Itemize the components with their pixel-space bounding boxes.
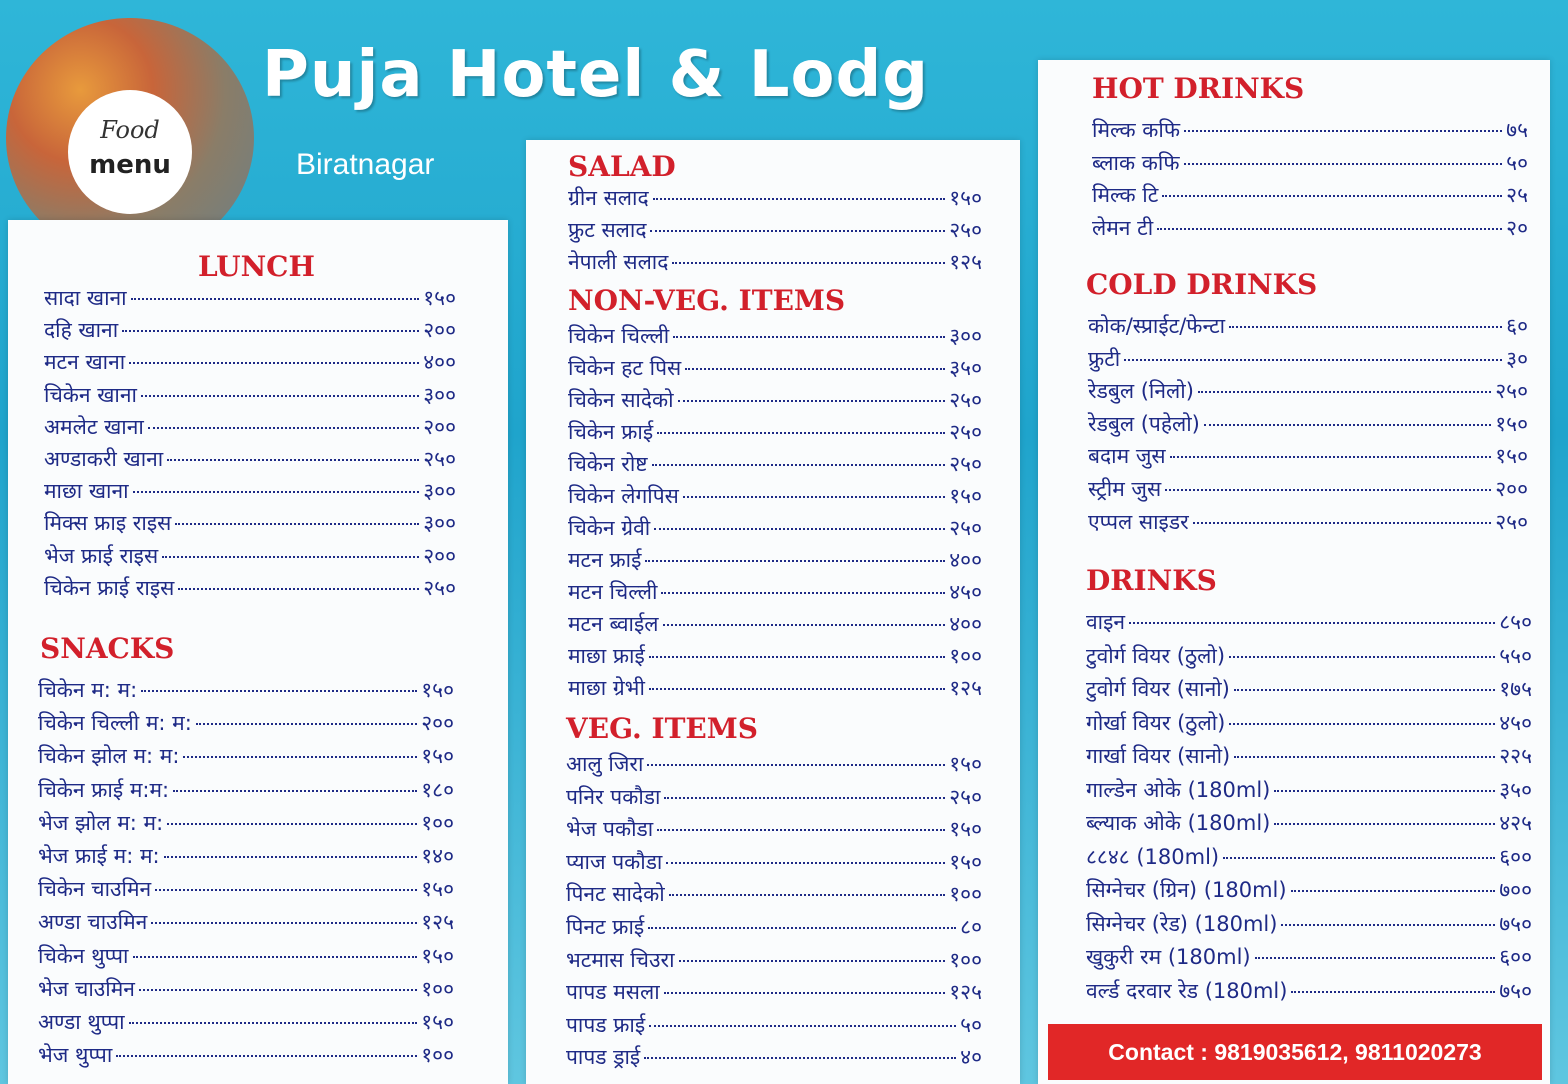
menu-item-name: स्ट्रीम जुस	[1088, 477, 1162, 501]
menu-item-price: ३००	[949, 324, 982, 348]
menu-item-price: १५०	[421, 744, 454, 769]
dot-leader	[1162, 195, 1502, 197]
menu-item-name: चिकेन चिल्ली म: म:	[38, 711, 192, 736]
menu-item-price: १२५	[421, 910, 454, 935]
menu-item	[566, 946, 982, 974]
dot-leader	[183, 756, 417, 758]
menu-item	[568, 216, 982, 244]
menu-item-name: मिल्क टि	[1092, 183, 1159, 208]
menu-item-price: २५०	[1495, 379, 1528, 404]
menu-item-name: ८८४८ (180ml)	[1086, 844, 1220, 869]
dot-leader	[1255, 957, 1496, 959]
dot-leader	[645, 560, 945, 562]
menu-item-name: चिकेन हट पिस	[568, 356, 682, 380]
menu-item-name: वाइन	[1086, 610, 1126, 634]
menu-item	[1086, 776, 1532, 804]
menu-item	[44, 381, 456, 409]
menu-item	[1086, 742, 1532, 770]
menu-item-name: दहि खाना	[44, 318, 119, 343]
menu-item-name: अण्डा थुप्पा	[38, 1010, 125, 1034]
dot-leader	[683, 496, 945, 498]
menu-item-name: माछा ग्रेभी	[568, 676, 645, 700]
menu-item	[38, 676, 454, 704]
menu-item-name: मटन चिल्ली	[568, 580, 658, 604]
menu-item	[44, 445, 456, 473]
menu-item	[38, 1008, 454, 1036]
menu-item-name: मटन ब्वाईल	[568, 612, 659, 636]
dot-leader	[1229, 656, 1495, 658]
hotel-title: Puja Hotel & Lodg	[262, 38, 930, 112]
menu-item-name: पिनट सादेको	[566, 882, 665, 907]
menu-item-price: ५०	[1506, 150, 1528, 175]
menu-item-price: २००	[423, 414, 456, 439]
dot-leader	[129, 362, 419, 364]
menu-item-price: १५०	[1495, 411, 1528, 436]
menu-item-name: भेज फ्राई म: म:	[38, 844, 160, 868]
menu-item-name: लेमन टी	[1092, 215, 1154, 240]
dot-leader	[649, 656, 945, 658]
menu-item	[38, 908, 454, 936]
menu-item-price: १५०	[423, 286, 456, 310]
section-title-veg: VEG. ITEMS	[566, 712, 758, 745]
menu-item	[1086, 876, 1532, 904]
menu-item	[566, 880, 982, 908]
hotel-subtitle: Biratnagar	[296, 148, 435, 181]
menu-item-price: ४२५	[1499, 811, 1532, 835]
dot-leader	[1165, 489, 1491, 491]
section-title-salad: SALAD	[568, 150, 676, 183]
menu-item-price: २५	[1506, 183, 1528, 208]
menu-item-name: चिकेन म: म:	[38, 678, 138, 702]
menu-item-name: गोर्खा वियर (ठुलो)	[1086, 710, 1226, 735]
menu-item	[568, 642, 982, 670]
dot-leader	[1234, 689, 1495, 691]
menu-item-name: फ्रुट सलाद	[568, 218, 647, 242]
dot-leader	[151, 922, 417, 924]
dot-leader	[164, 856, 418, 858]
menu-item-price: ४५०	[1499, 710, 1532, 735]
dot-leader	[661, 592, 945, 594]
dot-leader	[647, 764, 945, 766]
menu-item	[38, 809, 454, 837]
menu-item-price: २५०	[423, 575, 456, 600]
dot-leader	[1193, 522, 1492, 524]
menu-item-price: १५०	[421, 877, 454, 902]
menu-item-price: १२५	[949, 250, 982, 274]
dot-leader	[1124, 359, 1502, 361]
menu-item	[568, 514, 982, 542]
dot-leader	[644, 1057, 956, 1059]
menu-item-price: १५०	[949, 817, 982, 842]
menu-item-name: चिकेन थुप्पा	[38, 943, 129, 968]
dot-leader	[141, 395, 419, 397]
menu-item-price: ३००	[423, 382, 456, 407]
menu-item-name: पापड ड्राई	[566, 1045, 641, 1070]
menu-item	[1086, 608, 1532, 636]
menu-item	[566, 750, 982, 778]
menu-item-name: मिल्क कफि	[1092, 118, 1181, 142]
menu-item	[568, 418, 982, 446]
menu-item-name: भेज झोल म: म:	[38, 810, 164, 835]
menu-item-name: वर्ल्ड दरवार रेड (180ml)	[1086, 978, 1288, 1003]
menu-item-name: मिक्स फ्राइ राइस	[44, 511, 172, 536]
menu-item-price: ७५	[1506, 118, 1528, 142]
menu-item	[38, 975, 454, 1003]
menu-item-name: ब्ल्याक ओके (180ml)	[1086, 811, 1271, 835]
menu-item-price: ४०	[960, 1045, 982, 1070]
menu-item	[566, 978, 982, 1006]
menu-item	[1088, 442, 1528, 470]
menu-item-price: १००	[949, 882, 982, 907]
menu-item	[566, 913, 982, 941]
menu-item	[568, 610, 982, 638]
dot-leader	[657, 829, 945, 831]
dot-leader	[167, 823, 417, 825]
menu-item	[44, 284, 456, 312]
menu-item-name: टुवोर्ग वियर (ठुलो)	[1086, 643, 1226, 668]
menu-item-price: १५०	[1495, 444, 1528, 469]
menu-item-name: ग्रीन सलाद	[568, 186, 649, 210]
menu-item-price: ३००	[423, 479, 456, 504]
dot-leader	[133, 491, 420, 493]
menu-item-name: कोक/स्प्राईट/फेन्टा	[1088, 314, 1226, 338]
dot-leader	[654, 528, 945, 530]
menu-item-price: २५०	[1495, 509, 1528, 534]
menu-item-price: १७५	[1499, 677, 1532, 701]
menu-item-name: चिकेन चिल्ली	[568, 324, 670, 348]
dot-leader	[669, 894, 946, 896]
dot-leader	[1157, 228, 1502, 230]
menu-item	[44, 316, 456, 344]
dot-leader	[663, 624, 946, 626]
dot-leader	[1274, 823, 1495, 825]
dot-leader	[1274, 790, 1495, 792]
dot-leader	[1184, 163, 1503, 165]
menu-item-price: २००	[423, 318, 456, 343]
dot-leader	[679, 960, 946, 962]
dot-leader	[175, 523, 419, 525]
menu-item	[44, 413, 456, 441]
section-title-hot-drinks: HOT DRINKS	[1092, 72, 1305, 105]
menu-item-price: ८०	[960, 915, 982, 939]
menu-item-name: माछा फ्राई	[568, 644, 645, 668]
menu-item	[568, 386, 982, 414]
menu-item-price: ४००	[423, 350, 456, 375]
logo-food-text: Food	[100, 116, 160, 144]
menu-item-price: २५०	[949, 420, 982, 444]
menu-item	[566, 1011, 982, 1039]
menu-item	[568, 546, 982, 574]
dot-leader	[173, 790, 417, 792]
dot-leader	[1204, 424, 1491, 426]
menu-item-name: चिकेन झोल म: म:	[38, 744, 180, 769]
menu-item	[566, 815, 982, 843]
menu-item-name: भेज चाउमिन	[38, 976, 135, 1001]
menu-item	[1088, 312, 1528, 340]
menu-item-price: ७५०	[1499, 911, 1532, 936]
dot-leader	[1291, 991, 1495, 993]
dot-leader	[129, 1022, 418, 1024]
section-title-drinks: DRINKS	[1086, 564, 1217, 597]
dot-leader	[178, 588, 419, 590]
menu-item-name: अमलेट खाना	[44, 414, 144, 439]
menu-item-price: ६०	[1506, 314, 1528, 338]
menu-item	[1092, 149, 1528, 177]
dot-leader	[141, 690, 417, 692]
menu-item	[38, 942, 454, 970]
menu-item-name: टुवोर्ग वियर (सानो)	[1086, 677, 1230, 701]
menu-item-name: ब्लाक कफि	[1092, 150, 1180, 175]
menu-item-price: २००	[1495, 477, 1528, 501]
menu-item-price: ८५०	[1499, 610, 1532, 634]
menu-item-name: नेपाली सलाद	[568, 250, 669, 274]
menu-item-name: खुकुरी रम (180ml)	[1086, 945, 1251, 969]
menu-item-price: १५०	[421, 1010, 454, 1034]
menu-item-price: १२५	[949, 980, 982, 1005]
menu-item-price: ४००	[949, 548, 982, 572]
dot-leader	[131, 298, 420, 300]
dot-leader	[657, 432, 945, 434]
menu-item-name: मटन खाना	[44, 350, 126, 375]
menu-item	[568, 674, 982, 702]
menu-item	[1088, 508, 1528, 536]
menu-item-price: ३००	[423, 511, 456, 536]
menu-item-name: बदाम जुस	[1088, 444, 1166, 469]
dot-leader	[685, 368, 945, 370]
menu-item	[38, 842, 454, 870]
menu-item	[1088, 377, 1528, 405]
menu-item-name: चिकेन फ्राई राइस	[44, 575, 175, 600]
dot-leader	[666, 862, 945, 864]
menu-item	[1086, 910, 1532, 938]
menu-item-name: आलु जिरा	[566, 752, 644, 776]
menu-item-name: सिग्नेचर (रेड) (180ml)	[1086, 911, 1278, 936]
dot-leader	[673, 336, 945, 338]
dot-leader	[122, 330, 419, 332]
dot-leader	[678, 400, 946, 402]
menu-item-name: सादा खाना	[44, 286, 127, 310]
menu-item	[38, 875, 454, 903]
dot-leader	[1198, 391, 1491, 393]
dot-leader	[1223, 857, 1495, 859]
menu-item-name: पापड फ्राई	[566, 1012, 646, 1037]
menu-item-price: १००	[421, 976, 454, 1001]
menu-item	[44, 509, 456, 537]
menu-item-name: गाल्डेन ओके (180ml)	[1086, 777, 1271, 802]
dot-leader	[652, 464, 946, 466]
menu-item-price: १५०	[949, 186, 982, 210]
logo-menu-text: menu	[89, 150, 171, 180]
menu-item-price: ७५०	[1499, 978, 1532, 1003]
dot-leader	[649, 1025, 956, 1027]
menu-item-name: चिकेन रोष्ट	[568, 452, 648, 476]
menu-item	[1088, 475, 1528, 503]
dot-leader	[1170, 456, 1492, 458]
menu-item-price: ४५०	[949, 580, 982, 604]
menu-item-price: १४०	[421, 844, 454, 868]
dot-leader	[653, 198, 946, 200]
menu-item-name: पनिर पकौडा	[566, 784, 661, 809]
dot-leader	[1229, 723, 1495, 725]
menu-item	[1086, 709, 1532, 737]
menu-item-name: प्याज पकौडा	[566, 849, 663, 874]
section-title-snacks: SNACKS	[40, 632, 175, 665]
menu-item	[38, 1041, 454, 1069]
menu-item-price: १५०	[421, 678, 454, 702]
menu-item	[38, 709, 454, 737]
menu-item	[1086, 943, 1532, 971]
menu-item-name: चिकेन फ्राई म:म:	[38, 777, 170, 802]
logo-badge	[68, 90, 192, 214]
menu-item	[1086, 809, 1532, 837]
menu-item-price: ७००	[1499, 878, 1532, 902]
menu-item-price: ६००	[1499, 945, 1532, 969]
menu-item	[1086, 675, 1532, 703]
menu-item-price: २२५	[1499, 744, 1532, 768]
dot-leader	[1291, 890, 1496, 892]
menu-item-price: २००	[421, 711, 454, 736]
menu-item	[1088, 410, 1528, 438]
contact-bar: Contact : 9819035612, 9811020273	[1048, 1024, 1542, 1080]
menu-item	[1092, 214, 1528, 242]
menu-item-price: २५०	[949, 388, 982, 412]
menu-item-name: माछा खाना	[44, 479, 129, 504]
dot-leader	[155, 889, 417, 891]
menu-item	[568, 184, 982, 212]
section-title-cold-drinks: COLD DRINKS	[1086, 268, 1318, 301]
menu-item-name: एप्पल साइडर	[1088, 509, 1189, 534]
menu-item-name: भटमास चिउरा	[566, 947, 675, 972]
menu-item-price: १००	[421, 1043, 454, 1068]
dot-leader	[664, 797, 945, 799]
menu-item	[44, 542, 456, 570]
menu-item-price: ४००	[949, 612, 982, 636]
menu-item	[566, 848, 982, 876]
dot-leader	[1234, 756, 1495, 758]
menu-item-price: ३५०	[1499, 777, 1532, 802]
menu-item-name: फ्रुटी	[1088, 346, 1121, 371]
menu-item	[568, 354, 982, 382]
menu-item-price: ५५०	[1499, 643, 1532, 668]
menu-item-name: रेडबुल (निलो)	[1088, 379, 1194, 404]
menu-item-name: चिकेन लेगपिस	[568, 484, 679, 508]
menu-item	[1088, 345, 1528, 373]
menu-item-name: पापड मसला	[566, 980, 660, 1005]
menu-item-price: १२५	[949, 676, 982, 700]
menu-item-price: १५०	[949, 849, 982, 874]
menu-item	[38, 776, 454, 804]
dot-leader	[1281, 924, 1495, 926]
menu-item-name: चिकेन चाउमिन	[38, 877, 152, 902]
menu-item-name: पिनट फ्राई	[566, 915, 645, 939]
menu-item	[44, 348, 456, 376]
menu-item-price: ३०	[1506, 346, 1528, 371]
dot-leader	[116, 1055, 417, 1057]
menu-item-price: ३५०	[949, 356, 982, 380]
dot-leader	[1129, 622, 1495, 624]
menu-item-price: २५०	[423, 447, 456, 471]
dot-leader	[167, 459, 419, 461]
dot-leader	[1184, 130, 1502, 132]
menu-item-name: चिकेन सादेको	[568, 388, 674, 412]
dot-leader	[650, 230, 945, 232]
menu-item	[568, 322, 982, 350]
menu-item	[38, 742, 454, 770]
dot-leader	[672, 262, 945, 264]
menu-item	[568, 450, 982, 478]
dot-leader	[139, 989, 417, 991]
menu-item	[568, 248, 982, 276]
menu-item-name: चिकेन खाना	[44, 382, 137, 407]
dot-leader	[133, 956, 418, 958]
menu-item-price: १५०	[949, 752, 982, 776]
menu-item-name: रेडबुल (पहेलो)	[1088, 411, 1200, 436]
menu-item-price: २५०	[949, 784, 982, 809]
menu-item-name: अण्डा चाउमिन	[38, 910, 148, 935]
menu-item-price: २५०	[949, 516, 982, 540]
menu-item-name: गार्खा वियर (सानो)	[1086, 744, 1231, 768]
dot-leader	[196, 723, 417, 725]
menu-item	[1092, 116, 1528, 144]
menu-item-price: १००	[949, 644, 982, 668]
dot-leader	[664, 992, 946, 994]
menu-item-price: २५०	[949, 452, 982, 476]
menu-item	[566, 1043, 982, 1071]
menu-item	[44, 477, 456, 505]
menu-item	[568, 578, 982, 606]
menu-item	[1086, 977, 1532, 1005]
menu-item	[44, 574, 456, 602]
menu-item	[568, 482, 982, 510]
dot-leader	[148, 427, 419, 429]
menu-item	[1086, 843, 1532, 871]
menu-item-price: २००	[423, 543, 456, 568]
dot-leader	[1229, 326, 1502, 328]
menu-item-price: २०	[1506, 215, 1528, 240]
menu-item-price: ५०	[960, 1012, 982, 1037]
section-title-nonveg: NON-VEG. ITEMS	[568, 284, 846, 317]
menu-item-name: चिकेन ग्रेवी	[568, 516, 651, 540]
menu-item-name: मटन फ्राई	[568, 548, 642, 572]
menu-item-price: १००	[949, 947, 982, 972]
menu-item-name: भेज फ्राई राइस	[44, 543, 159, 568]
dot-leader	[162, 556, 419, 558]
dot-leader	[648, 927, 956, 929]
menu-item-price: १५०	[949, 484, 982, 508]
menu-item-name: सिग्नेचर (ग्रिन) (180ml)	[1086, 878, 1287, 902]
menu-item	[1086, 642, 1532, 670]
menu-item-name: चिकेन फ्राई	[568, 420, 654, 444]
menu-item-price: १५०	[421, 943, 454, 968]
menu-item-name: अण्डाकरी खाना	[44, 447, 164, 471]
menu-item-name: भेज पकौडा	[566, 817, 654, 842]
dot-leader	[649, 688, 945, 690]
menu-item-price: १८०	[421, 777, 454, 802]
menu-item-price: २५०	[949, 218, 982, 242]
menu-item-price: १००	[421, 810, 454, 835]
menu-item	[1092, 181, 1528, 209]
menu-item	[566, 783, 982, 811]
menu-item-price: ६००	[1499, 844, 1532, 869]
menu-item-name: भेज थुप्पा	[38, 1043, 113, 1068]
section-title-lunch: LUNCH	[198, 250, 315, 283]
